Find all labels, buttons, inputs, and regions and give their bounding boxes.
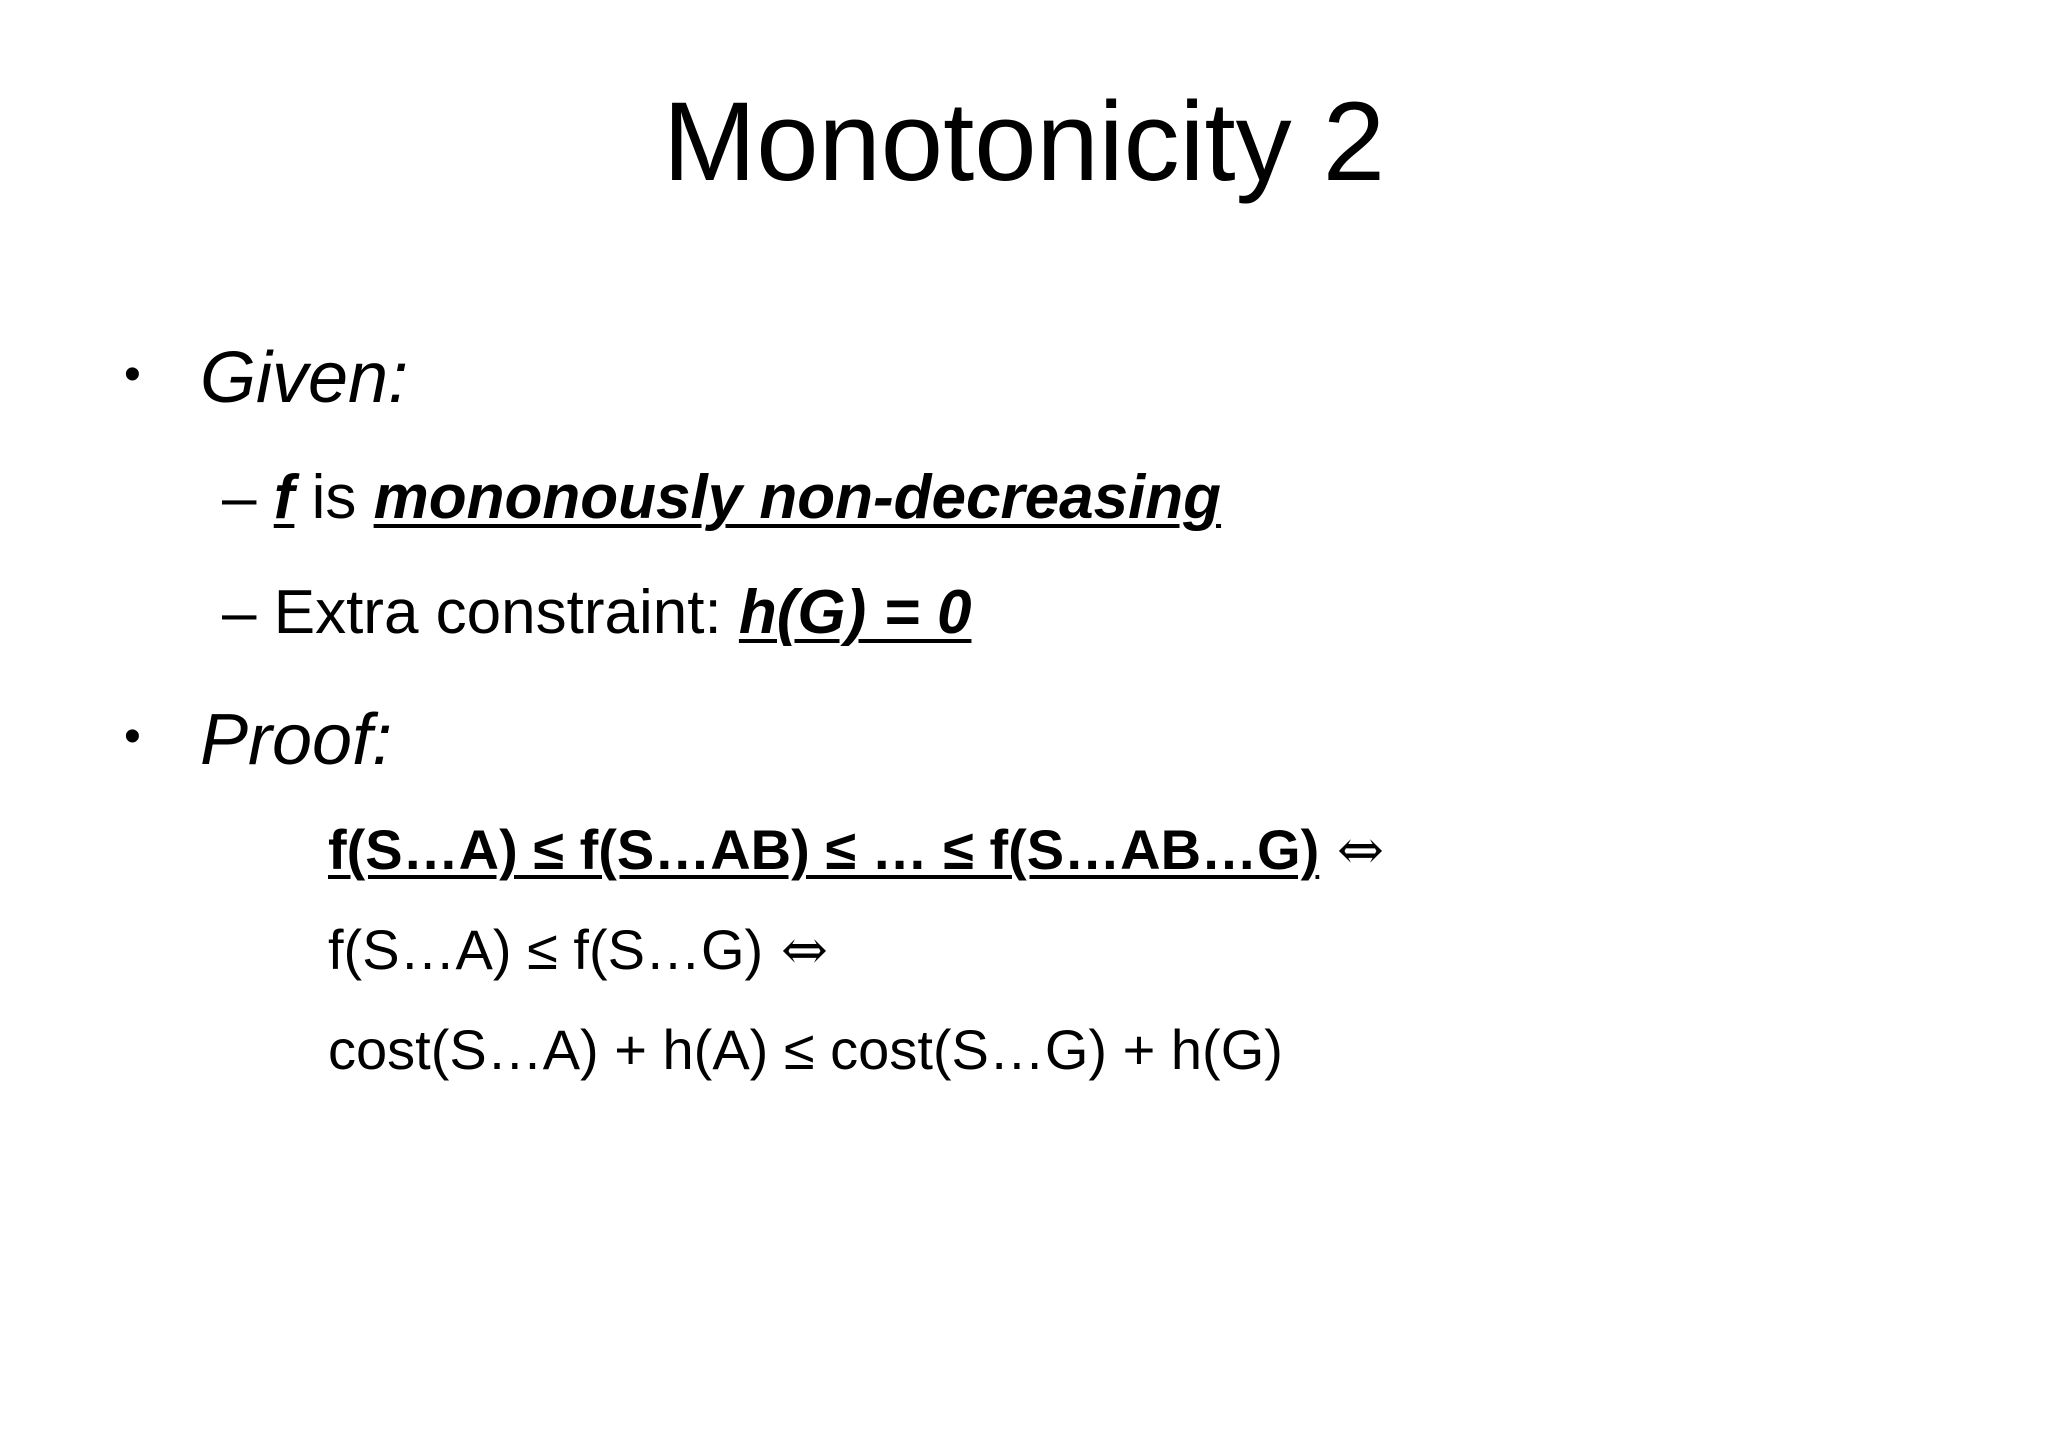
dash: – xyxy=(222,578,257,647)
iff-arrow-icon: ⇔ xyxy=(763,918,828,983)
given-label: Given: xyxy=(200,338,409,418)
property-text: mononously non-decreasing xyxy=(373,463,1222,532)
slide-title: Monotonicity 2 xyxy=(662,79,1386,204)
f-symbol: f xyxy=(273,463,295,532)
bullet-proof: • xyxy=(124,710,141,763)
dash: – xyxy=(222,463,257,532)
proof-line-1-text: f(S…A) ≤ f(S…AB) ≤ … ≤ f(S…AB…G) xyxy=(328,818,1320,881)
proof-line-3-text: cost(S…A) + h(A) ≤ cost(S…G) + h(G) xyxy=(328,1018,1283,1081)
constraint-value: h(G) = 0 xyxy=(738,578,972,647)
given-item-1 xyxy=(222,458,1221,538)
proof-line-3 xyxy=(328,1015,1283,1085)
constraint-label: Extra constraint: xyxy=(273,578,739,647)
bullet-given: • xyxy=(124,348,141,401)
given-item-2 xyxy=(222,573,971,653)
proof-line-1 xyxy=(328,815,1384,886)
is-text: is xyxy=(294,463,374,532)
proof-label: Proof: xyxy=(200,700,393,780)
proof-line-2 xyxy=(328,915,828,986)
iff-arrow-icon: ⇔ xyxy=(1319,818,1384,883)
proof-line-2-text: f(S…A) ≤ f(S…G) xyxy=(328,918,764,981)
